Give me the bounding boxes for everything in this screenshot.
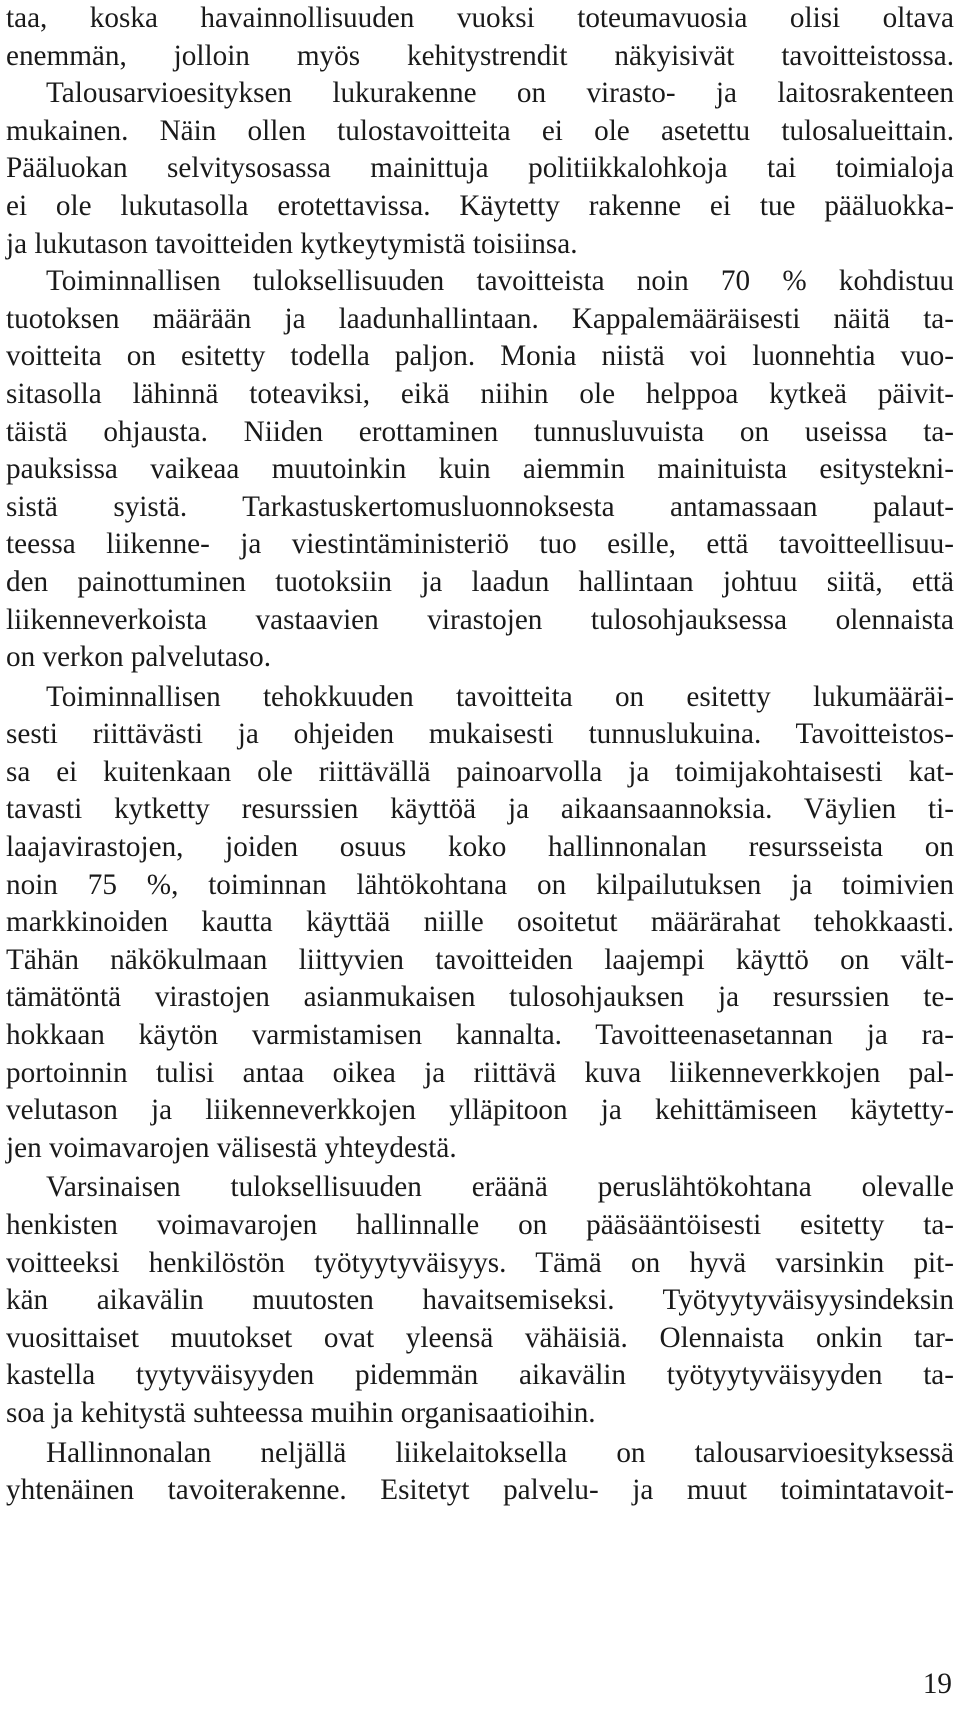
text-line: sitasolla lähinnä toteaviksi, eikä niihin ole helppoa kytkeä päivit- xyxy=(6,377,954,410)
text-line: täistä ohjausta. Niiden erottaminen tunnusluvuista on useissa ta- xyxy=(6,415,954,448)
text-line: Varsinaisen tuloksellisuuden eräänä peruslähtökohtana olevalle xyxy=(46,1171,954,1204)
text-line: Toiminnallisen tehokkuuden tavoitteita on esitetty lukumääräi- xyxy=(46,680,954,713)
text-line: Hallinnonalan neljällä liikelaitoksella on talousarvioesityksessä xyxy=(46,1436,954,1469)
text-line: soa ja kehitystä suhteessa muihin organisaatioihin. xyxy=(6,1396,596,1429)
text-line: Tähän näkökulmaan liittyvien tavoitteiden laajempi käyttö on vält- xyxy=(6,943,954,976)
text-line: voitteita on esitetty todella paljon. Monia niistä voi luonnehtia vuo- xyxy=(6,340,954,373)
text-line: voitteeksi henkilöstön työtyytyväisyys. Tämä on hyvä varsinkin pit- xyxy=(6,1246,954,1279)
text-line: noin 75 %, toiminnan lähtökohtana on kilpailutuksen ja toimivien xyxy=(6,868,954,901)
text-line: jen voimavarojen välisestä yhteydestä. xyxy=(6,1131,457,1164)
text-line: kastella tyytyväisyyden pidemmän aikavälin työtyytyväisyyden ta- xyxy=(6,1359,954,1392)
text-line: Pääluokan selvitysosassa mainittuja politiikkalohkoja tai toimialoja xyxy=(6,152,954,185)
text-line: yhtenäinen tavoiterakenne. Esitetyt palvelu- ja muut toimintatavoit- xyxy=(6,1474,954,1507)
text-line: vuosittaiset muutokset ovat yleensä vähäisiä. Olennaista onkin tar- xyxy=(6,1321,954,1354)
text-line: velutason ja liikenneverkkojen ylläpitoon ja kehittämiseen käytetty- xyxy=(6,1094,954,1127)
text-line: on verkon palvelutaso. xyxy=(6,641,272,674)
text-line: ja lukutason tavoitteiden kytkeytymistä toisiinsa. xyxy=(6,227,578,260)
text-line: portoinnin tulisi antaa oikea ja riittävä kuva liikenneverkkojen pal- xyxy=(6,1056,954,1089)
text-line: sistä syistä. Tarkastuskertomusluonnoksesta antamassaan palaut- xyxy=(6,490,954,523)
text-line: liikenneverkoista vastaavien virastojen tulosohjauksessa olennaista xyxy=(6,603,954,636)
text-line: tämätöntä virastojen asianmukaisen tulosohjauksen ja resurssien te- xyxy=(6,981,954,1014)
text-line: sesti riittävästi ja ohjeiden mukaisesti tunnuslukuina. Tavoitteistos- xyxy=(6,718,954,751)
text-line: henkisten voimavarojen hallinnalle on pääsääntöisesti esitetty ta- xyxy=(6,1209,954,1241)
paragraph-2 xyxy=(6,679,954,1168)
text-line: sa ei kuitenkaan ole riittävällä painoarvolla ja toimijakohtaisesti kat- xyxy=(6,755,954,788)
text-line: den painottuminen tuotoksiin ja laadun hallintaan johtuu siitä, että xyxy=(6,565,954,598)
text-line: Toiminnallisen tuloksellisuuden tavoitteista noin 70 % kohdistuu xyxy=(46,265,954,298)
text-line: markkinoiden kautta käyttää niille osoitetut määrärahat tehokkaasti. xyxy=(6,906,954,939)
paragraph-1 xyxy=(6,0,954,677)
text-line: pauksissa vaikeaa muutoinkin kuin aiemmin mainituista esitystekni- xyxy=(6,453,954,486)
document-body xyxy=(6,0,954,1510)
text-line: mukainen. Näin ollen tulostavoitteita ei ole asetettu tulosalueittain. xyxy=(6,114,954,147)
text-line: Talousarvioesityksen lukurakenne on virasto- ja laitosrakenteen xyxy=(46,77,954,110)
text-line: ei ole lukutasolla erotettavissa. Käytetty rakenne ei tue pääluokka- xyxy=(6,189,954,222)
text-line: taa, koska havainnollisuuden vuoksi toteumavuosia olisi oltava xyxy=(6,2,954,34)
text-line: teessa liikenne- ja viestintäministeriö tuo esille, että tavoitteellisuu- xyxy=(6,528,954,561)
paragraph-4 xyxy=(6,1435,954,1510)
text-line: laajavirastojen, joiden osuus koko hallinnonalan resursseista on xyxy=(6,831,954,864)
text-line: tuotoksen määrään ja laadunhallintaan. Kappalemääräisesti näitä ta- xyxy=(6,302,954,335)
text-line: enemmän, jolloin myös kehitystrendit näkyisivät tavoitteistossa. xyxy=(6,39,954,72)
text-line: tavasti kytketty resurssien käyttöä ja aikaansaannoksia. Väylien ti- xyxy=(6,793,954,826)
text-line: kän aikavälin muutosten havaitsemiseksi. Työtyytyväisyysindeksin xyxy=(6,1284,954,1317)
paragraph-3 xyxy=(6,1169,954,1432)
page-number: 19 xyxy=(922,1668,952,1700)
text-line: hokkaan käytön varmistamisen kannalta. Tavoitteenasetannan ja ra- xyxy=(6,1019,954,1052)
